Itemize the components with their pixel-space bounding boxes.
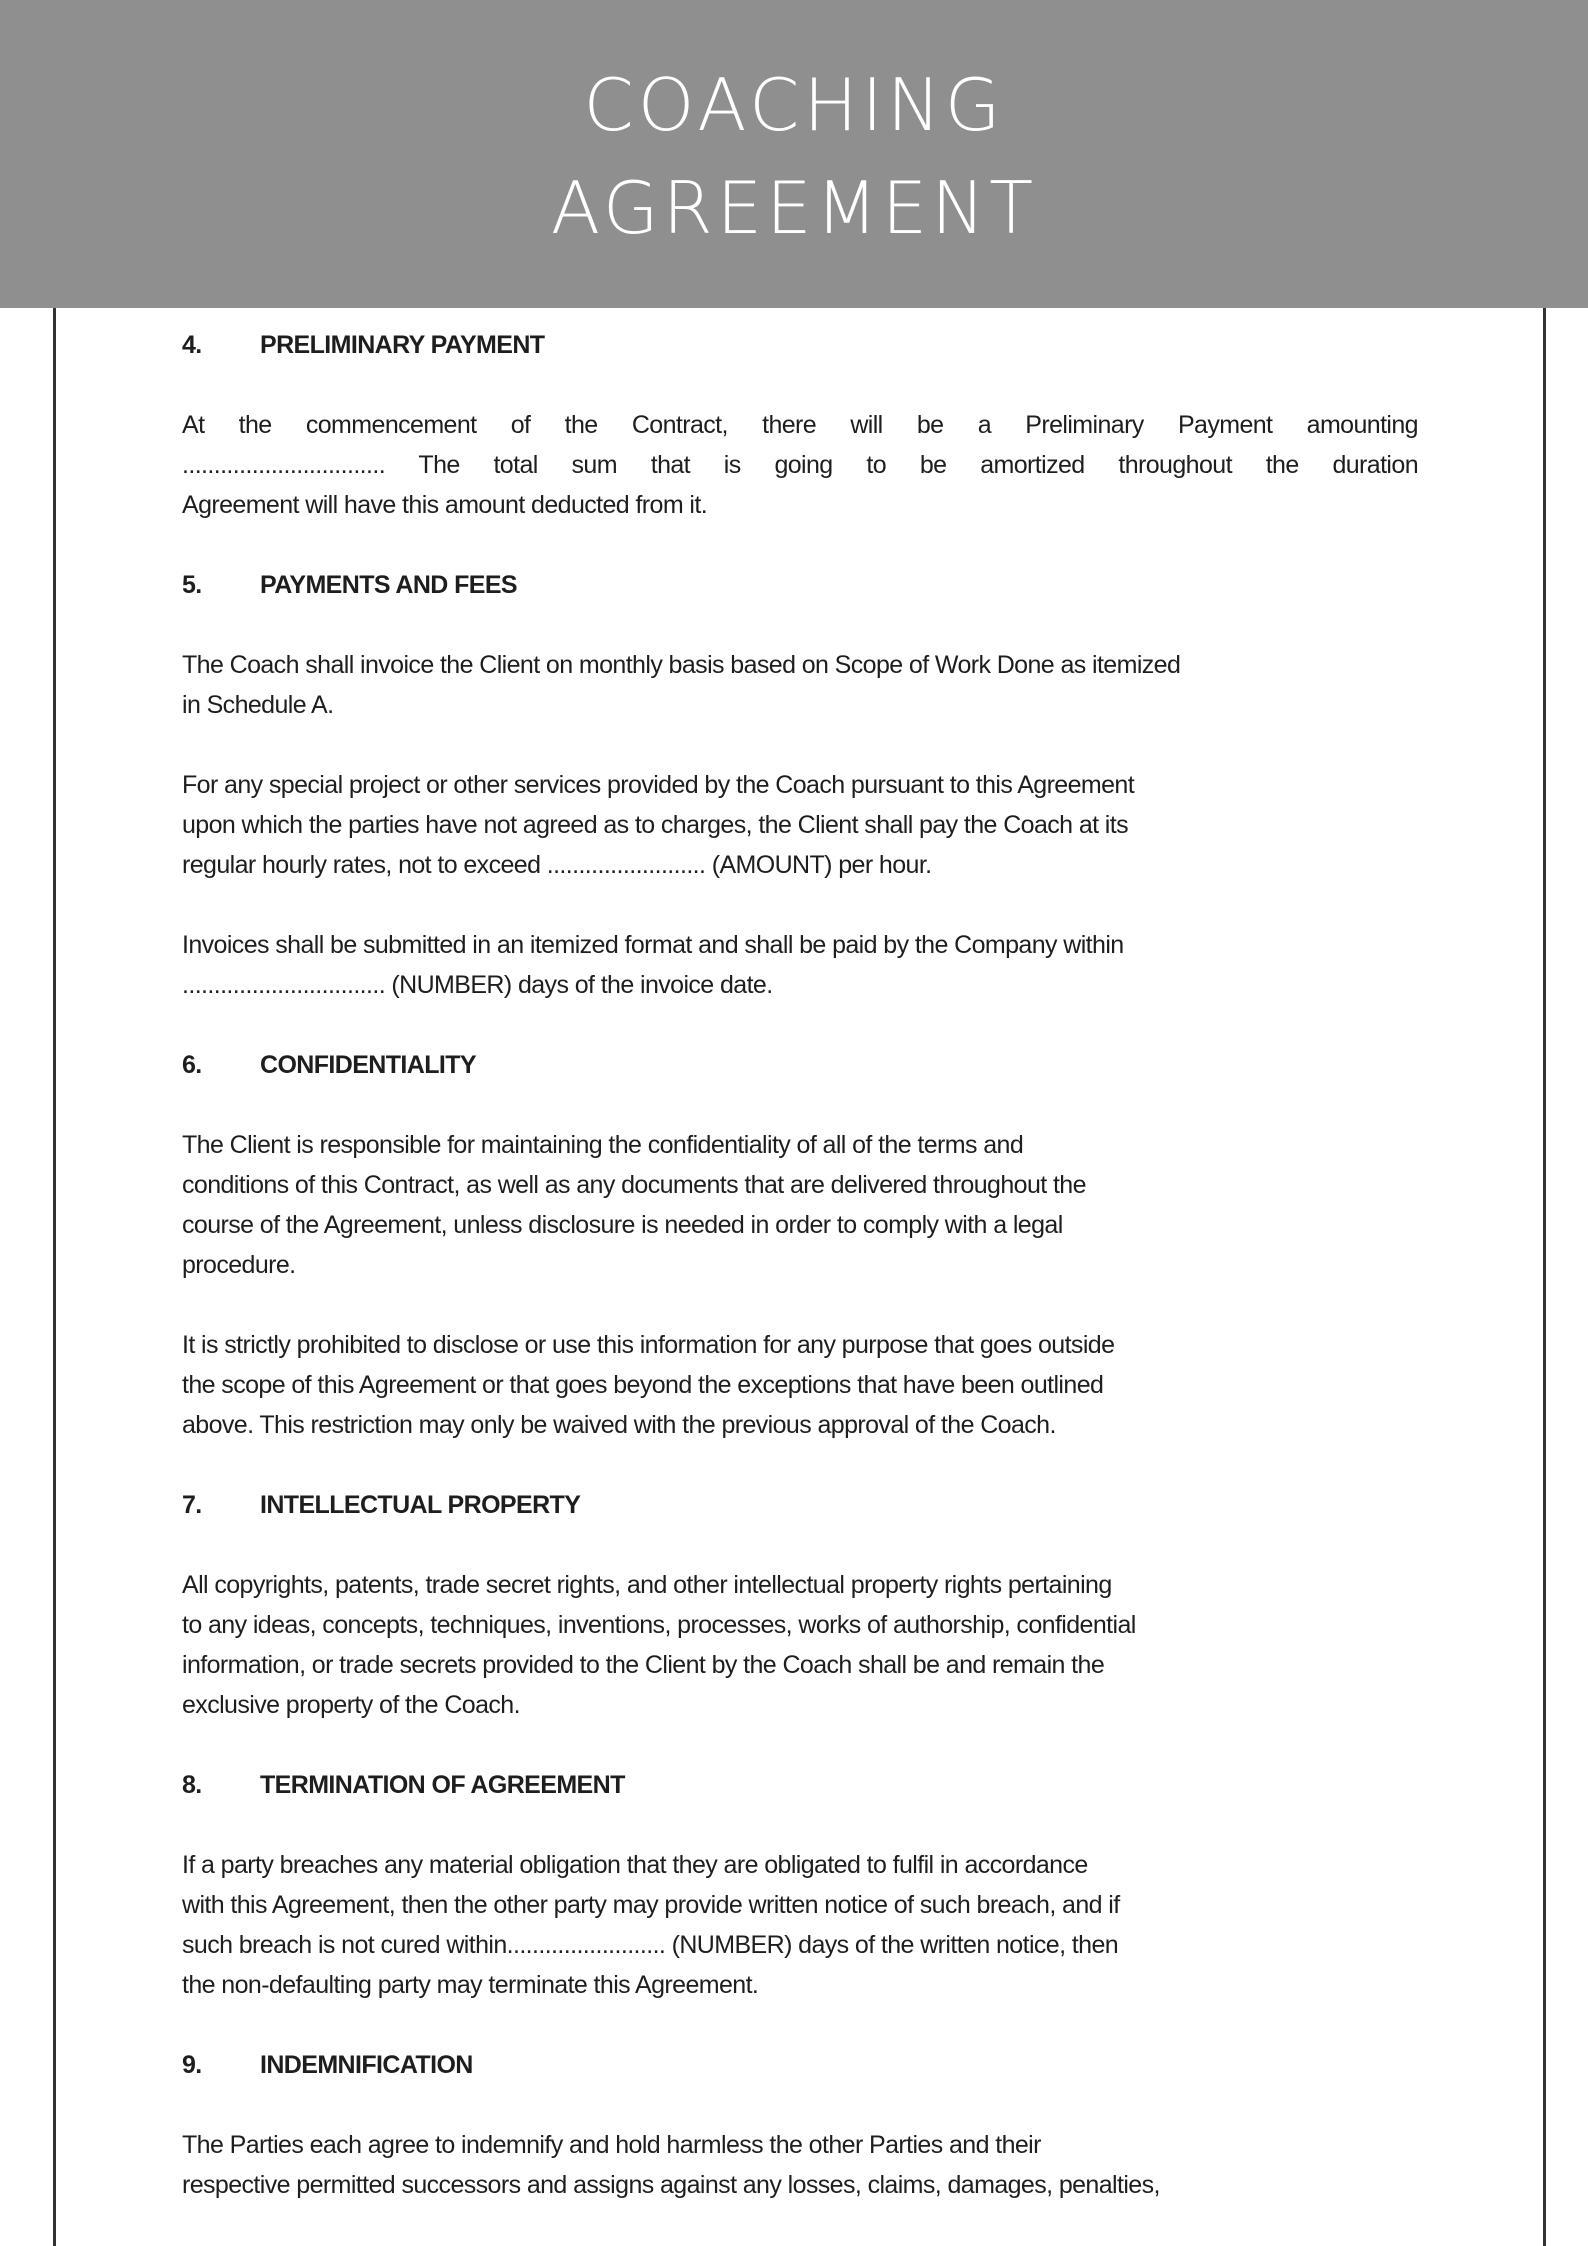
- section-title: CONFIDENTIALITY: [260, 1051, 476, 1079]
- section-number: 6.: [182, 1051, 202, 1079]
- paragraph-line: Invoices shall be submitted in an itemized format and shall be paid by the Company within: [182, 931, 1124, 959]
- page-border-left: [53, 300, 56, 2246]
- paragraph-line: course of the Agreement, unless disclosure is needed in order to comply with a legal: [182, 1211, 1063, 1239]
- paragraph: [182, 1845, 1418, 2005]
- paragraph: [182, 405, 1418, 525]
- paragraph: [182, 645, 1418, 725]
- paragraph-line: to any ideas, concepts, techniques, inventions, processes, works of authorship, confidential: [182, 1611, 1136, 1639]
- paragraph: [182, 2125, 1418, 2205]
- section-title: INTELLECTUAL PROPERTY: [260, 1491, 581, 1519]
- section-heading: [182, 2045, 1418, 2085]
- paragraph-line: the non-defaulting party may terminate this Agreement.: [182, 1971, 759, 1999]
- paragraph-line: respective permitted successors and assigns against any losses, claims, damages, penalties,: [182, 2171, 1160, 2199]
- paragraph: [182, 1325, 1418, 1445]
- paragraph-line: information, or trade secrets provided to the Client by the Coach shall be and remain the: [182, 1651, 1105, 1679]
- paragraph-line: At the commencement of the Contract, there will be a Preliminary Payment amounting: [182, 411, 1418, 439]
- section-number: 9.: [182, 2051, 202, 2079]
- paragraph-line: conditions of this Contract, as well as any documents that are delivered throughout the: [182, 1171, 1086, 1199]
- paragraph-line: ................................ (NUMBER) days of the invoice date.: [182, 971, 773, 999]
- section-heading: [182, 1045, 1418, 1085]
- paragraph-line: If a party breaches any material obligation that they are obligated to fulfil in accordance: [182, 1851, 1088, 1879]
- section-9: [182, 2045, 1418, 2205]
- page-border-right: [1543, 300, 1546, 2246]
- paragraph: [182, 765, 1418, 885]
- title-line-2: AGREEMENT: [550, 166, 1038, 250]
- paragraph-line: procedure.: [182, 1251, 296, 1279]
- paragraph-line: The Coach shall invoice the Client on monthly basis based on Scope of Work Done as itemized: [182, 651, 1181, 679]
- paragraph-line: with this Agreement, then the other party may provide written notice of such breach, and if: [182, 1891, 1120, 1919]
- paragraph: [182, 1125, 1418, 1285]
- paragraph-line: in Schedule A.: [182, 691, 334, 719]
- section-title: INDEMNIFICATION: [260, 2051, 473, 2079]
- section-7: [182, 1485, 1418, 1725]
- paragraph-line: above. This restriction may only be waived with the previous approval of the Coach.: [182, 1411, 1056, 1439]
- paragraph-line: exclusive property of the Coach.: [182, 1691, 520, 1719]
- section-heading: [182, 1485, 1418, 1525]
- paragraph-line: upon which the parties have not agreed as to charges, the Client shall pay the Coach at its: [182, 811, 1129, 839]
- section-5: [182, 565, 1418, 1005]
- section-number: 4.: [182, 331, 202, 359]
- section-number: 5.: [182, 571, 202, 599]
- section-heading: [182, 565, 1418, 605]
- section-heading: [182, 325, 1418, 365]
- paragraph-line: It is strictly prohibited to disclose or use this information for any purpose that goes outside: [182, 1331, 1115, 1359]
- paragraph-line: All copyrights, patents, trade secret rights, and other intellectual property rights pertaining: [182, 1571, 1112, 1599]
- section-6: [182, 1045, 1418, 1445]
- section-4: [182, 325, 1418, 525]
- paragraph: [182, 1565, 1418, 1725]
- paragraph-line: ................................ The total sum that is going to be amortized throughout the duration: [182, 451, 1418, 479]
- section-title: TERMINATION OF AGREEMENT: [260, 1771, 625, 1799]
- paragraph-line: For any special project or other services provided by the Coach pursuant to this Agreement: [182, 771, 1135, 799]
- paragraph-line: such breach is not cured within......................... (NUMBER) days of the written notice, then: [182, 1931, 1119, 1959]
- section-number: 8.: [182, 1771, 202, 1799]
- paragraph-line: regular hourly rates, not to exceed ......................... (AMOUNT) per hour.: [182, 851, 932, 879]
- title-line-1: COACHING: [583, 63, 1005, 147]
- section-title: PAYMENTS AND FEES: [260, 571, 517, 599]
- paragraph-line: Agreement will have this amount deducted from it.: [182, 491, 708, 519]
- section-heading: [182, 1765, 1418, 1805]
- document-body: [182, 325, 1418, 2245]
- section-number: 7.: [182, 1491, 202, 1519]
- paragraph: [182, 925, 1418, 1005]
- section-8: [182, 1765, 1418, 2005]
- paragraph-line: The Client is responsible for maintaining the confidentiality of all of the terms and: [182, 1131, 1024, 1159]
- paragraph-line: The Parties each agree to indemnify and hold harmless the other Parties and their: [182, 2131, 1041, 2159]
- paragraph-line: the scope of this Agreement or that goes beyond the exceptions that have been outlined: [182, 1371, 1104, 1399]
- page-header-banner: [0, 0, 1588, 308]
- section-title: PRELIMINARY PAYMENT: [260, 331, 545, 359]
